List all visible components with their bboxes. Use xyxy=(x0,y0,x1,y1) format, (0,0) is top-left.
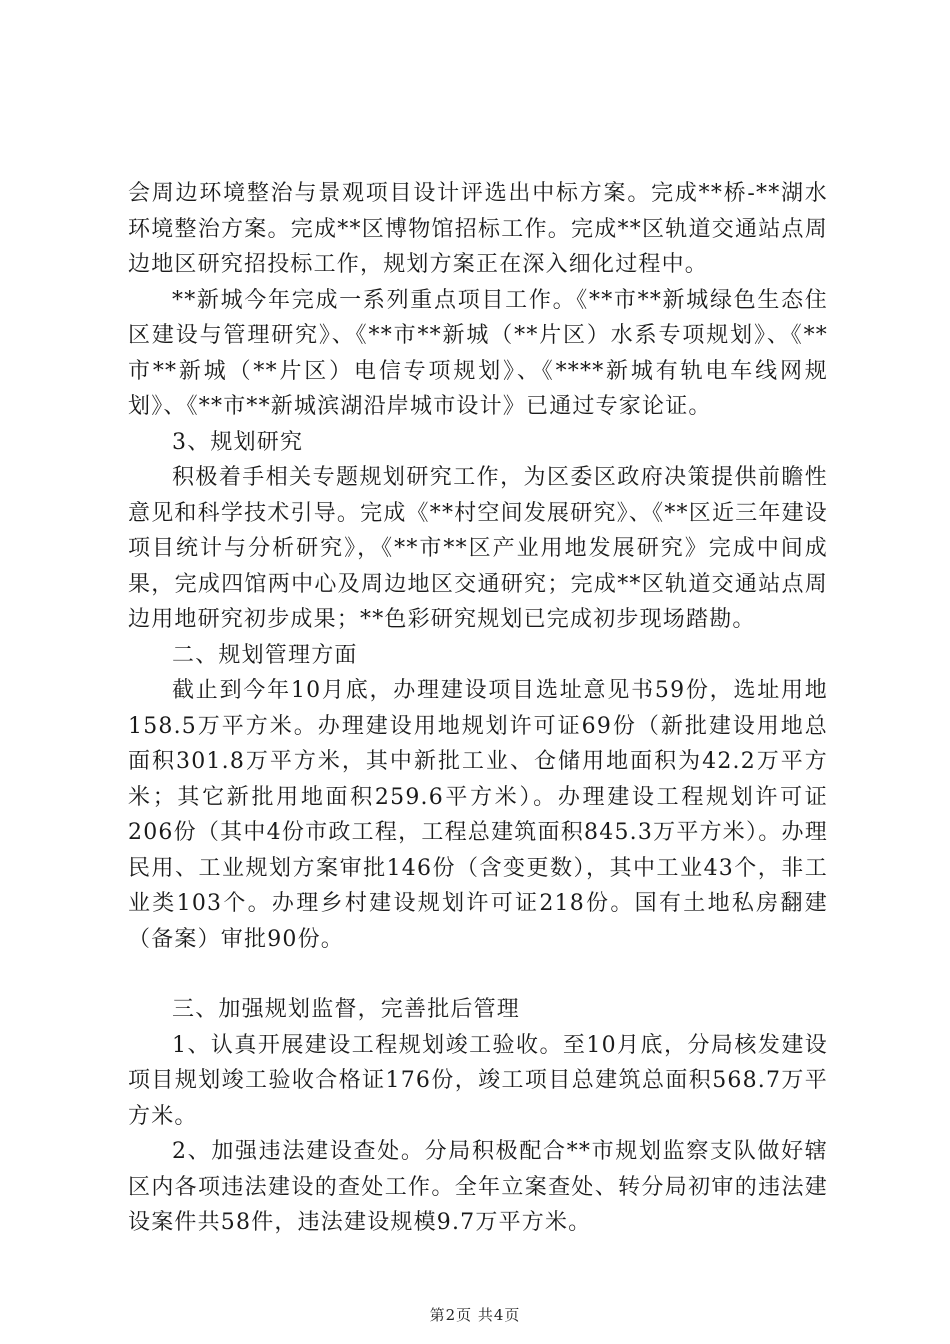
page-footer: 第2页 共4页 xyxy=(429,1306,521,1324)
paragraph-continued: 会周边环境整治与景观项目设计评选出中标方案。完成**桥-**湖水环境整治方案。完成**区博物馆招标工作。完成**区轨道交通站点周边地区研究招投标工作，规划方案正在深入细化过程中。 xyxy=(128,181,828,277)
paragraph-spacer xyxy=(128,957,828,992)
section-heading-planning-management: 二、规划管理方面 xyxy=(172,642,358,668)
document-body xyxy=(128,176,828,1241)
paragraph-planning-research: 积极着手相关专题规划研究工作，为区委区政府决策提供前瞻性意见和科学技术引导。完成《**村空间发展研究》、《**区近三年建设项目统计与分析研究》，《**市**区产业用地发展研究》完成中间成果，完成四馆两中心及周边地区交通研究；完成**区轨道交通站点周边用地研究初步成果；**色彩研究规划已完成初步现场踏勘。 xyxy=(128,465,828,632)
paragraph-completion-acceptance: 1、认真开展建设工程规划竣工验收。至10月底，分局核发建设项目规划竣工验收合格证176份，竣工项目总建筑总面积568.7万平方米。 xyxy=(128,1032,828,1129)
paragraph-new-town-projects: **新城今年完成一系列重点项目工作。《**市**新城绿色生态住区建设与管理研究》、《**市**新城（**片区）水系专项规划》、《**市**新城（**片区）电信专项规划》、《****新城有轨电车线网规划》、《**市**新城滨湖沿岸城市设计》已通过专家论证。 xyxy=(128,287,828,419)
section-heading-supervision: 三、加强规划监督，完善批后管理 xyxy=(172,997,521,1022)
section-heading-planning-research: 3、规划研究 xyxy=(172,429,304,455)
paragraph-planning-management: 截止到今年10月底，办理建设项目选址意见书59份，选址用地158.5万平方米。办理建设用地规划许可证69份（新批建设用地总面积301.8万平方米，其中新批工业、仓储用地面积为42.2万平方米；其它新批用地面积259.6平方米）。办理建设工程规划许可证206份（其中4份市政工程，工程总建筑面积845.3万平方米）。办理民用、工业规划方案审批146份（含变更数），其中工业43个，非工业类103个。办理乡村建设规划许可证218份。国有土地私房翻建（备案）审批90份。 xyxy=(128,678,828,952)
paragraph-illegal-construction: 2、加强违法建设查处。分局积极配合**市规划监察支队做好辖区内各项违法建设的查处工作。全年立案查处、转分局初审的违法建设案件共58件，违法建设规模9.7万平方米。 xyxy=(128,1139,828,1235)
